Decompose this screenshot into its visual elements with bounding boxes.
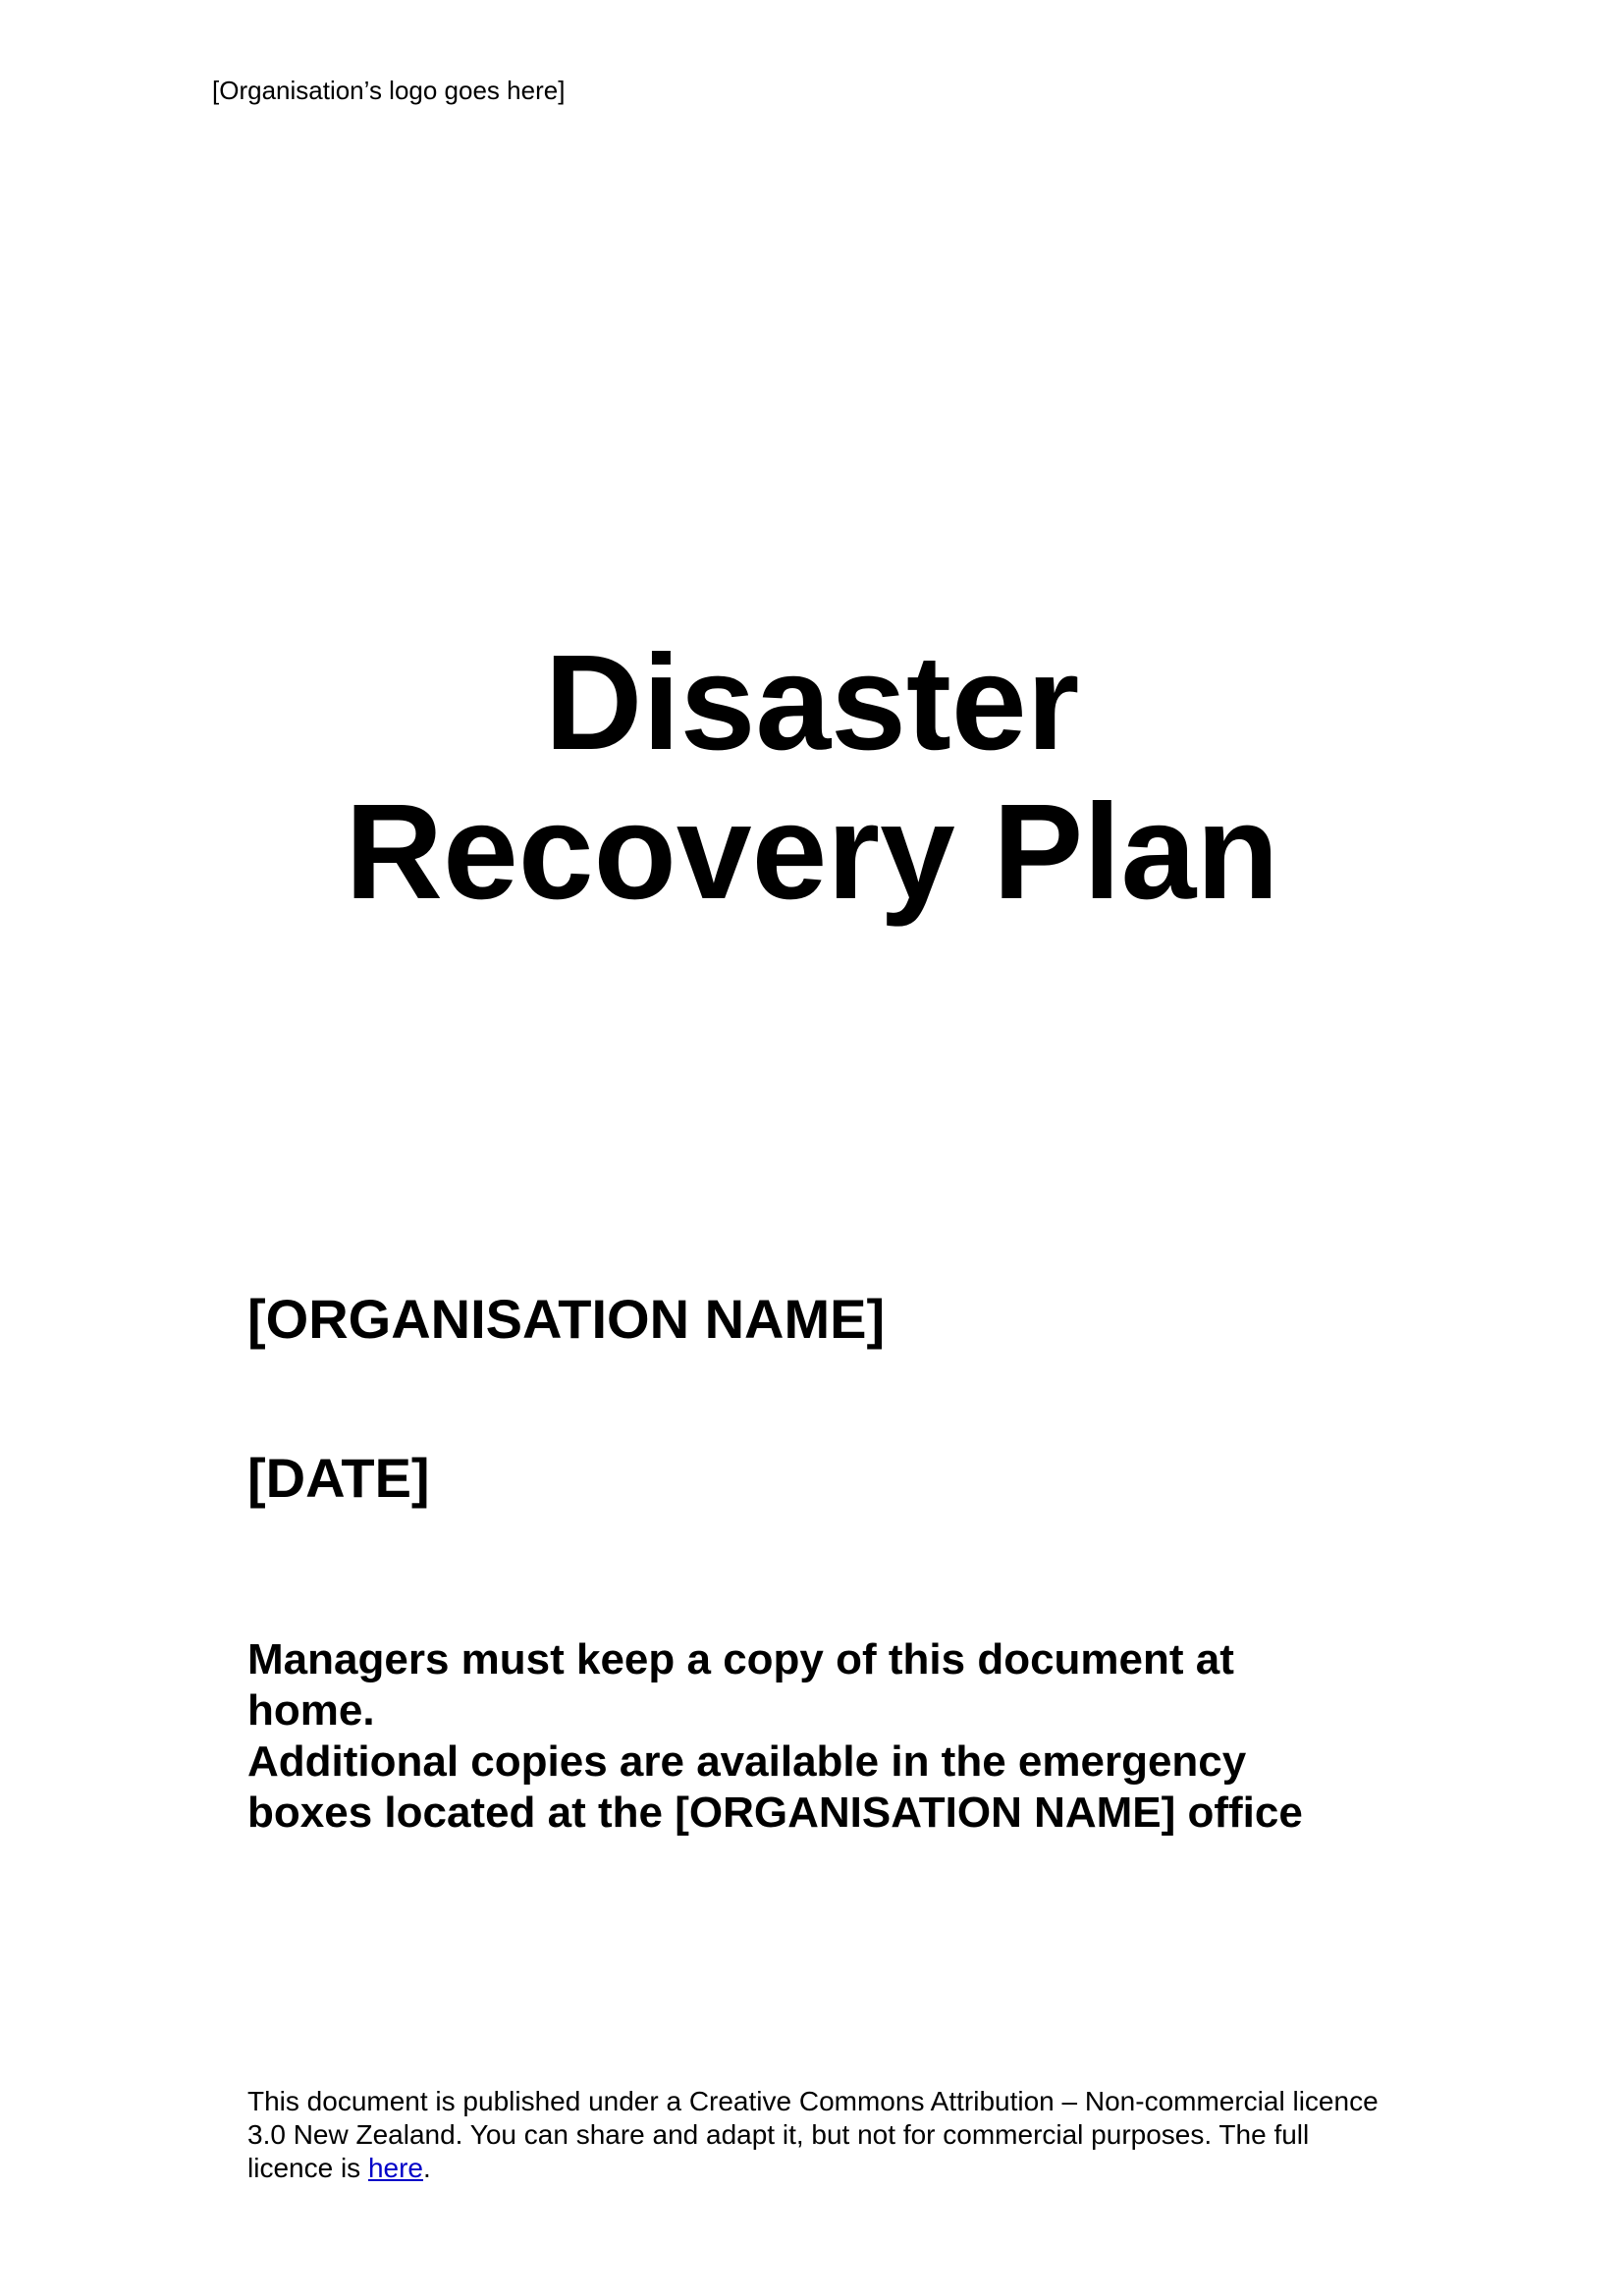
notice-line-4: boxes located at the [ORGANISATION NAME] office [247, 1789, 1303, 1837]
logo-placeholder: [Organisation’s logo goes here] [212, 76, 566, 105]
title-line-1: Disaster [544, 627, 1080, 778]
licence-line-3-prefix: licence is [247, 2153, 368, 2183]
licence-statement [247, 2085, 1426, 2185]
notice-line-2: home. [247, 1686, 375, 1735]
licence-line-3-suffix: . [422, 2153, 431, 2183]
organisation-name: [ORGANISATION NAME] [247, 1288, 886, 1350]
licence-link[interactable]: here [367, 2153, 423, 2183]
document-title [0, 628, 1624, 927]
licence-line-2: 3.0 New Zealand. You can share and adapt it, but not for commercial purposes. The full [247, 2119, 1310, 2150]
licence-line-3 [247, 2152, 1426, 2185]
notice-line-3: Additional copies are available in the emergency [247, 1737, 1247, 1786]
notice-line-1: Managers must keep a copy of this document at [247, 1635, 1234, 1683]
licence-line-1: This document is published under a Creative Commons Attribution – Non-commercial licence [247, 2086, 1379, 2116]
copies-notice [247, 1634, 1426, 1839]
title-line-2: Recovery Plan [345, 776, 1279, 928]
document-date: [DATE] [247, 1447, 430, 1509]
